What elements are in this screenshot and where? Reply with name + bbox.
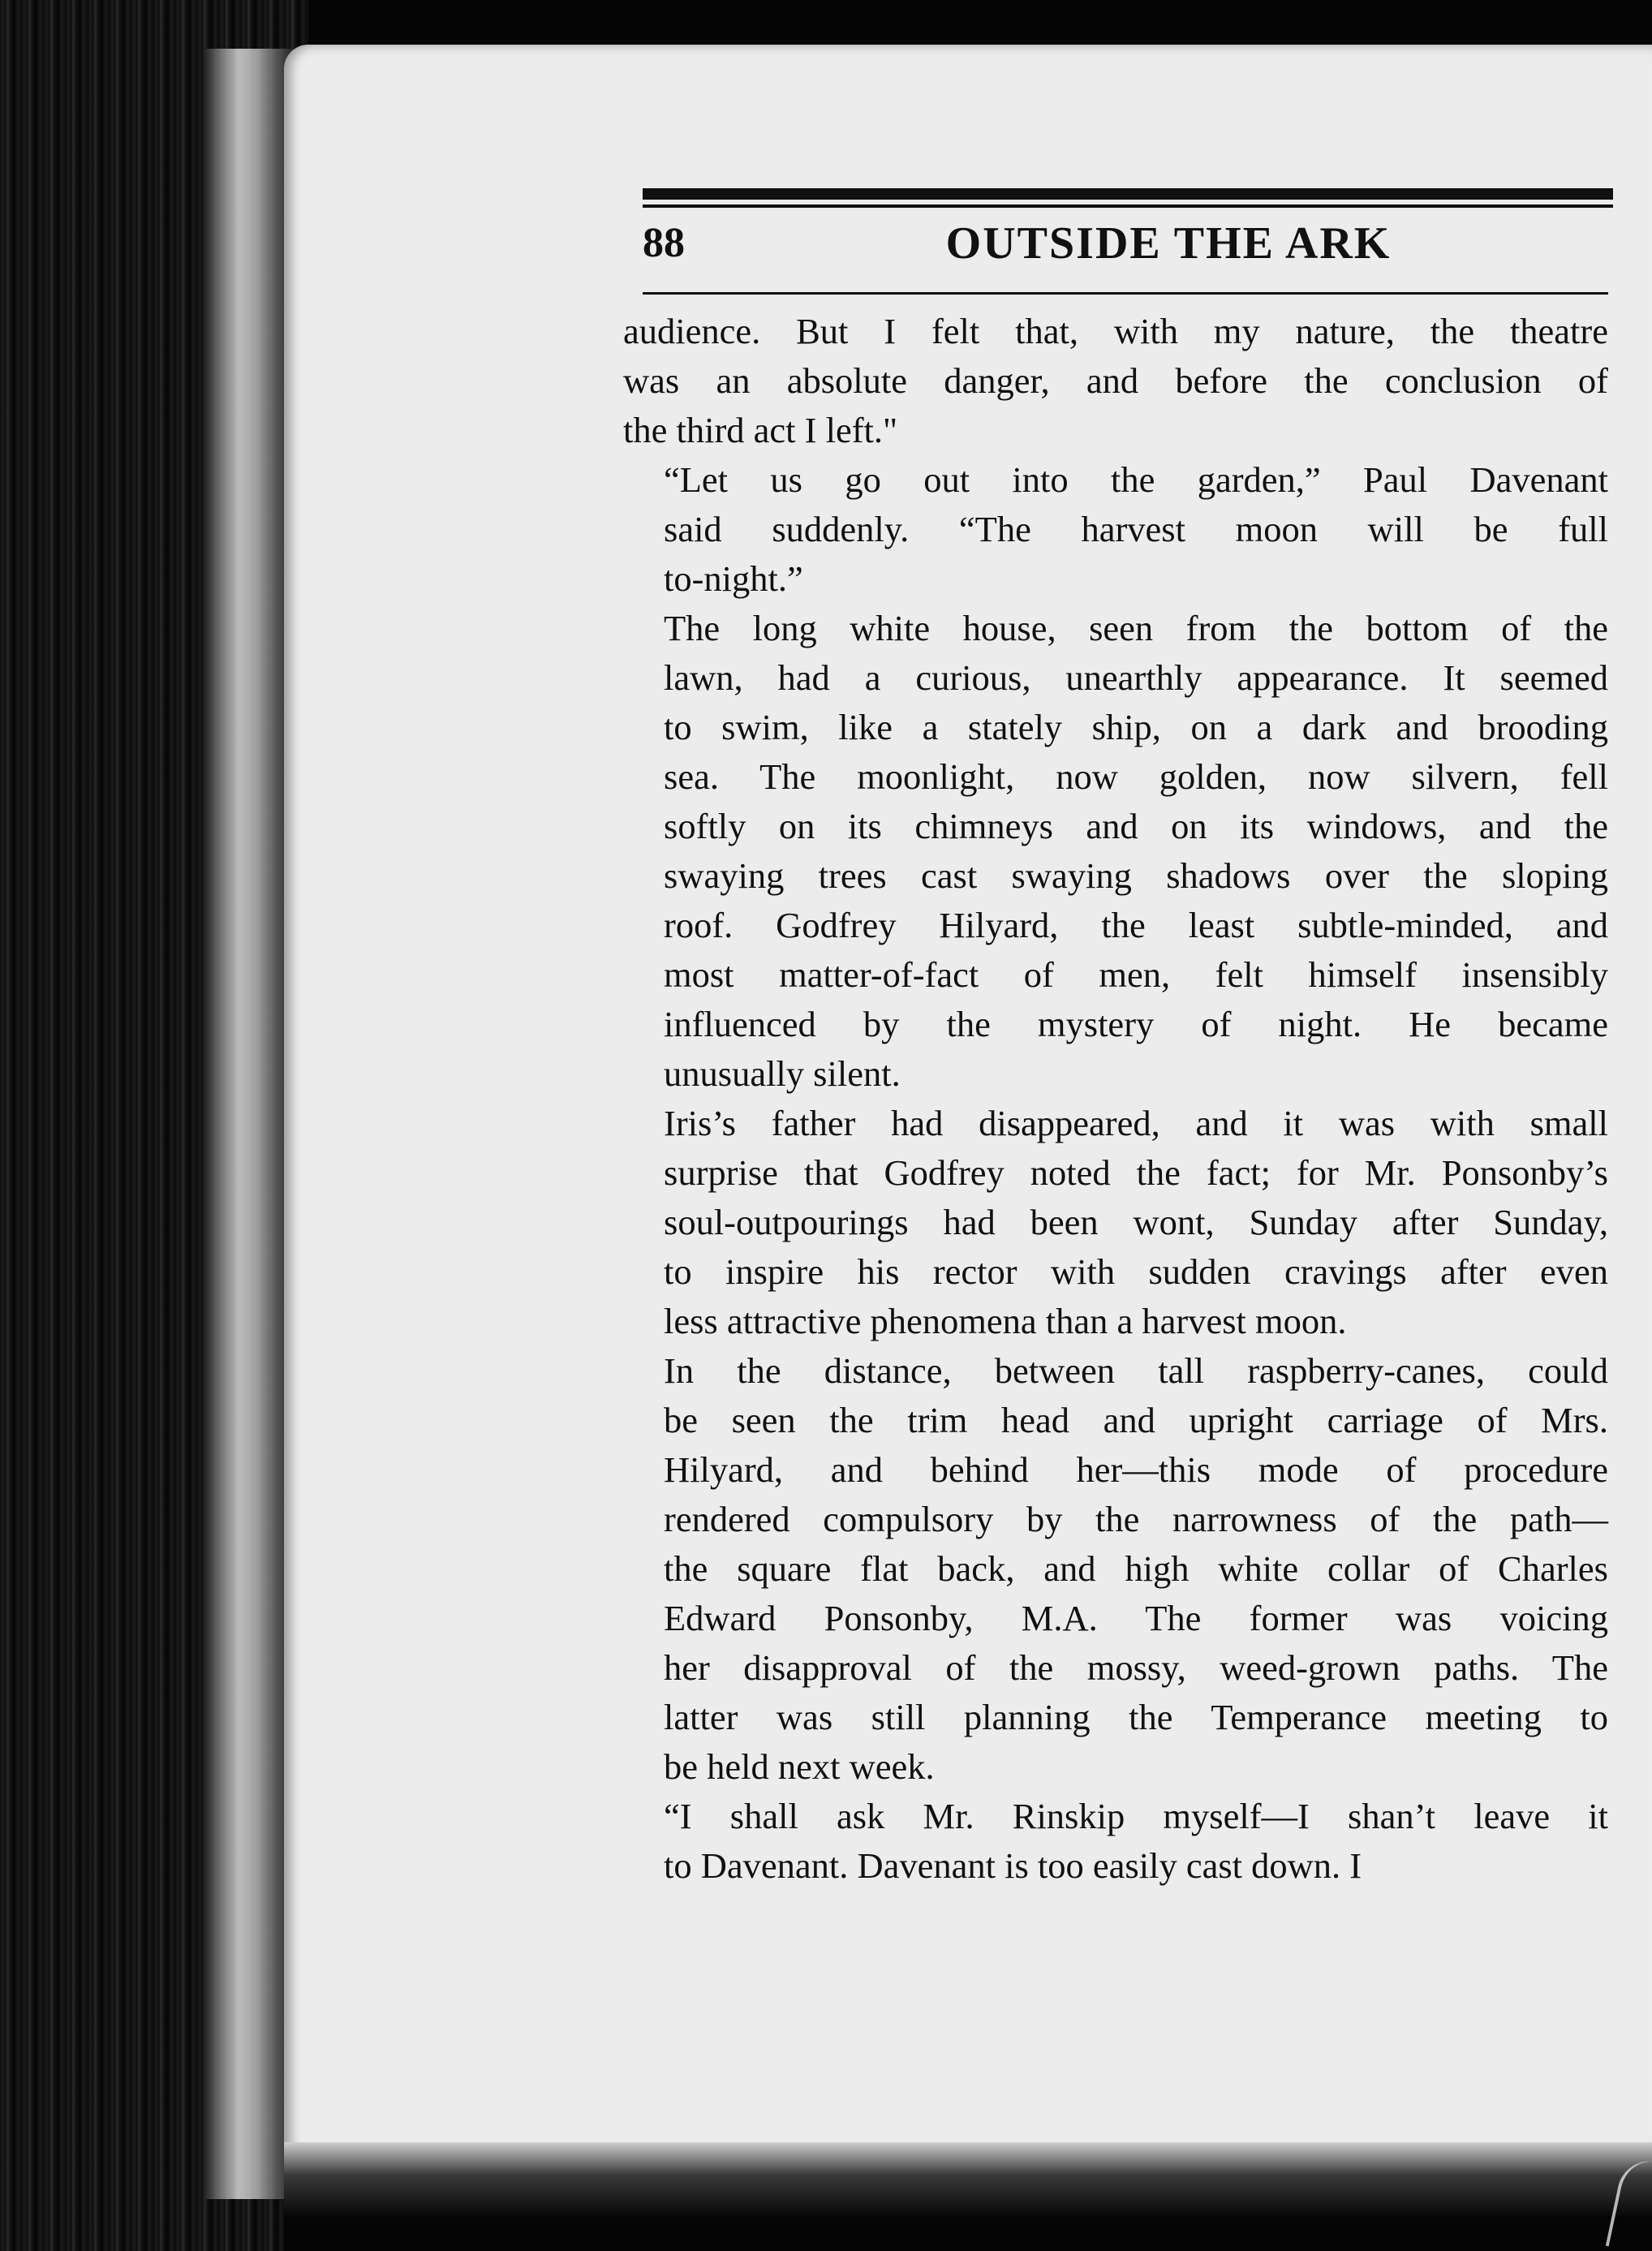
text-line: her disapproval of the mossy, weed-grown paths. The [664,1647,1608,1688]
text-line: “Let us go out into the garden,” Paul Davenant [664,459,1608,500]
text-line: softly on its chimneys and on its windows, and the [664,806,1608,846]
paragraph [623,455,1608,604]
text-line: Hilyard, and behind her—this mode of procedure [664,1449,1608,1490]
text-line: rendered compulsory by the narrowness of the path— [664,1499,1608,1539]
text-line: In the distance, between tall raspberry-canes, could [664,1350,1608,1391]
text-line: lawn, had a curious, unearthly appearance. It seemed [664,657,1608,698]
running-title: OUTSIDE THE ARK [945,218,1392,269]
text-line: said suddenly. “The harvest moon will be full [664,509,1608,549]
text-line: be held next week. [664,1746,935,1787]
text-line: roof. Godfrey Hilyard, the least subtle-minded, and [664,905,1608,945]
text-line: “I shall ask Mr. Rinskip myself—I shan’t leave it [664,1796,1608,1836]
header-rule-thin [643,204,1613,208]
text-line: unusually silent. [664,1053,901,1094]
text-line: to-night.” [664,558,803,599]
paragraph [623,1346,1608,1792]
page-edges [203,49,292,2199]
header-rule-thick [643,188,1613,200]
running-head [643,213,1613,281]
text-line: less attractive phenomena than a harvest moon. [664,1301,1347,1341]
text-line: to Davenant. Davenant is too easily cast down. I [664,1845,1362,1886]
text-line: to inspire his rector with sudden cravings after even [664,1251,1608,1292]
text-line: latter was still planning the Temperance meeting to [664,1697,1608,1737]
page-number: 88 [643,220,685,266]
header-underline [643,292,1608,295]
text-line: Iris’s father had disappeared, and it was with small [664,1103,1608,1143]
text-line: most matter-of-fact of men, felt himself insensibly [664,954,1608,995]
text-line: was an absolute danger, and before the conclusion of [623,360,1608,401]
text-line: audience. But I felt that, with my nature, the theatre [623,311,1608,351]
text-line: Edward Ponsonby, M.A. The former was voicing [664,1598,1608,1638]
paragraph [623,604,1608,1099]
text-line: be seen the trim head and upright carriage of Mrs. [664,1400,1608,1440]
text-line: the third act I left." [623,410,898,450]
text-line: soul-outpourings had been wont, Sunday after Sunday, [664,1202,1608,1242]
text-line: influenced by the mystery of night. He became [664,1004,1608,1044]
text-line: surprise that Godfrey noted the fact; for Mr. Ponsonby’s [664,1152,1608,1193]
page-bottom-shadow [284,2142,1652,2251]
paragraph [623,307,1608,455]
text-line: The long white house, seen from the bottom of the [664,608,1608,648]
body-text [623,307,1608,1891]
text-line: the square flat back, and high white collar of Charles [664,1548,1608,1589]
text-line: swaying trees cast swaying shadows over the sloping [664,855,1608,896]
text-line: sea. The moonlight, now golden, now silvern, fell [664,756,1608,797]
paragraph [623,1099,1608,1346]
paragraph [623,1792,1608,1891]
text-line: to swim, like a stately ship, on a dark and brooding [664,707,1608,747]
